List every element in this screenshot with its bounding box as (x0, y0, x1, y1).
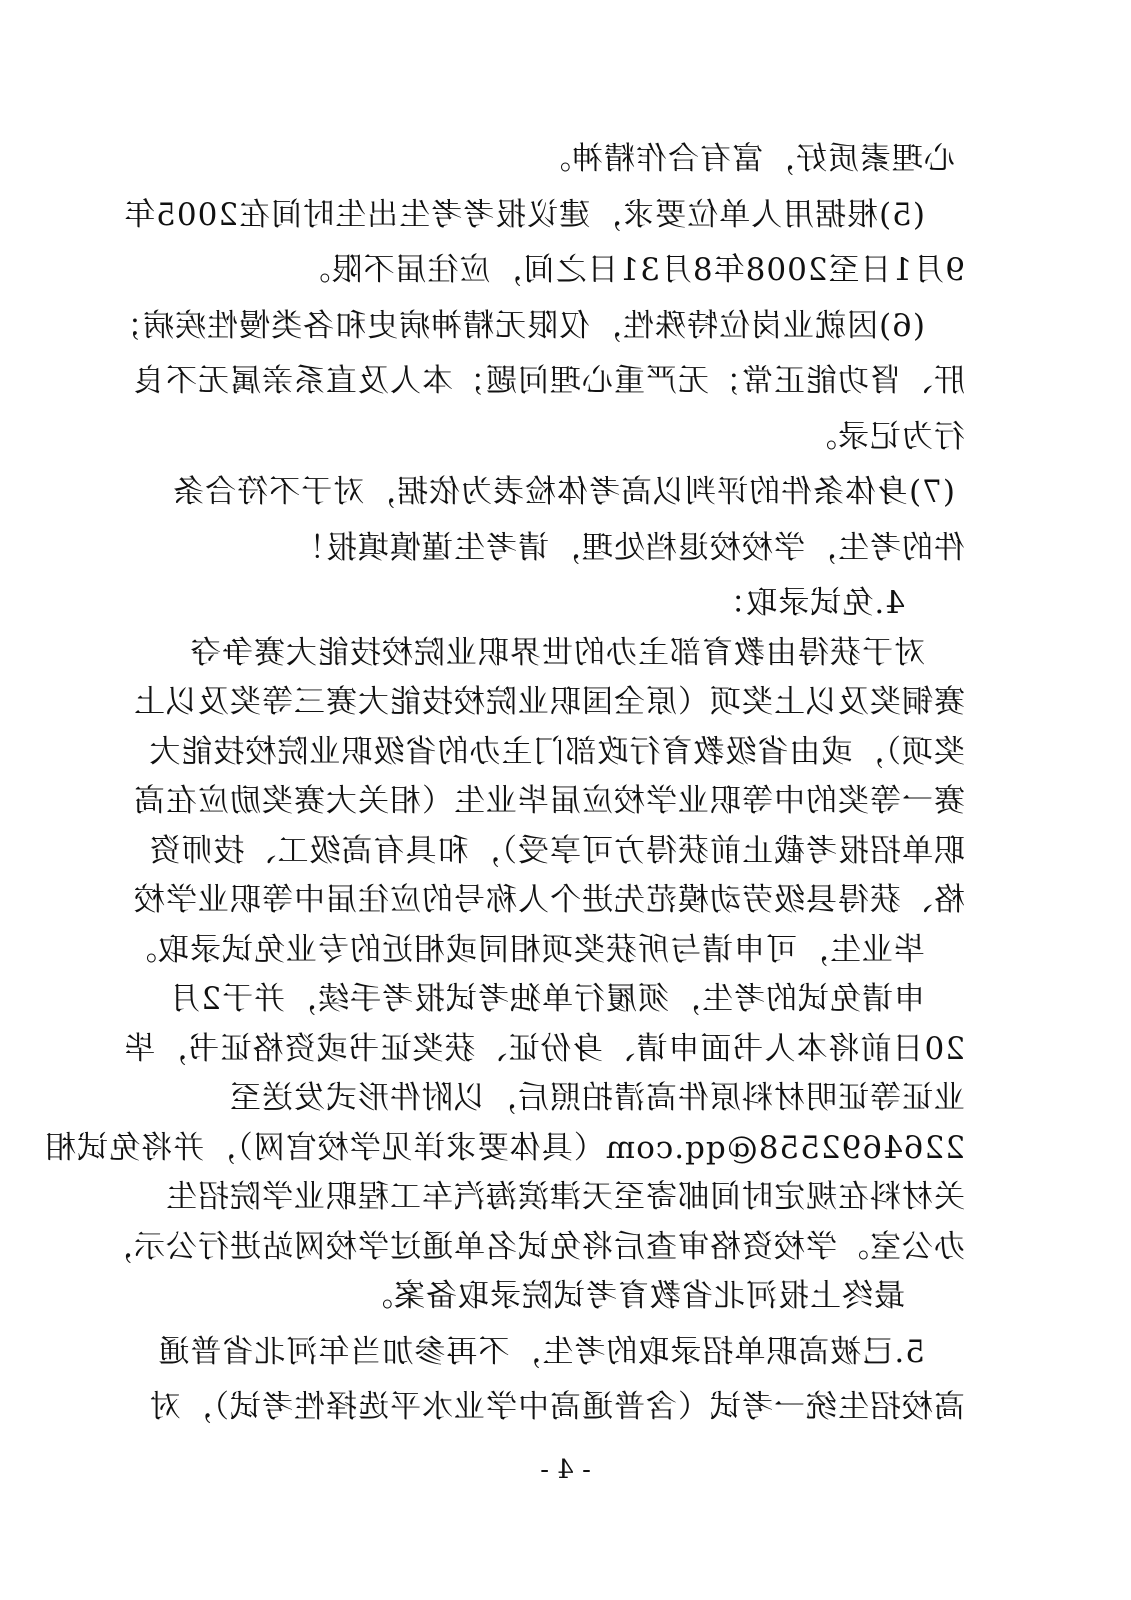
text-line: 职单招报考截止前获得方可享受），和具有高级工、技师资 (148, 832, 965, 869)
text-line: 毕业生，可申请与所获奖项相同或相近的专业免试录取。 (125, 931, 925, 968)
text-line: 肝、肾功能正常；无严重心理问题；本人及直系亲属无不良 (133, 363, 965, 399)
text-line: 申请免试的考生，须履行单独考试报考手续，并于2月 (168, 981, 925, 1017)
text-line: (7)身体条件的评判以高考体检表为依据，对于不符合条 (172, 474, 955, 510)
page-number: - 4 - (540, 1455, 591, 1485)
text-line: 对于获得由教育部主办的世界职业院校技能大赛争夺 (189, 634, 925, 671)
text-line: 业证等证明材料原件高清拍照后，以附件形式发送至 (229, 1080, 965, 1116)
text-line: 行为记录。 (805, 418, 965, 455)
text-line: 办公室。学校资格审查后将免试名单通过学校网站进行公示， (101, 1228, 965, 1265)
text-line: 9月1日至2008年8月31日之间，应往届不限。 (298, 252, 965, 288)
text-line: 格、获得县级劳动模范先进个人称号的应往届中等职业学校 (133, 882, 965, 918)
text-line: 5.已被高职单招录取的考生，不再参加当年河北省普通 (157, 1333, 925, 1370)
text-line: 关材料在规定时间邮寄至天津滨海汽车工程职业学院招生 (165, 1179, 965, 1215)
text-line: 心理素质好，富有合作精神。 (539, 141, 955, 177)
text-line: 最终上报河北省教育考试院录取备案。 (361, 1278, 905, 1314)
text-line: (5)根据用人单位要求，建议报考考生出生时间在2005年 (123, 196, 925, 233)
text-line: (6)因就业岗位特殊性，仅限无精神病史和各类慢性疾病； (110, 307, 925, 344)
text-line: 2264692558@qq.com（具体要求详见学校官网），并将免试相 (44, 1129, 965, 1166)
text-line: 件的考生，学校校退档处理，请考生谨慎填报！ (293, 529, 965, 566)
document-body (44, 135, 965, 1433)
text-line: 赛一等奖的中等职业学校应届毕业生（相关大赛奖励应在高 (133, 783, 965, 819)
text-line: 奖项），或由省级教育行政部门主办的省级职业院校技能大 (148, 733, 965, 770)
text-line: 高校招生统一考试（含普通高中学业水平选择性考试），对 (148, 1389, 965, 1425)
section-heading: 4.免试录取： (713, 585, 905, 621)
text-line: 赛铜奖及以上奖项（原全国职业院校技能大赛三等奖及以上 (133, 684, 965, 720)
text-line: 20日前将本人书面申请、身份证、获奖证书或资格证书，毕 (123, 1030, 965, 1067)
